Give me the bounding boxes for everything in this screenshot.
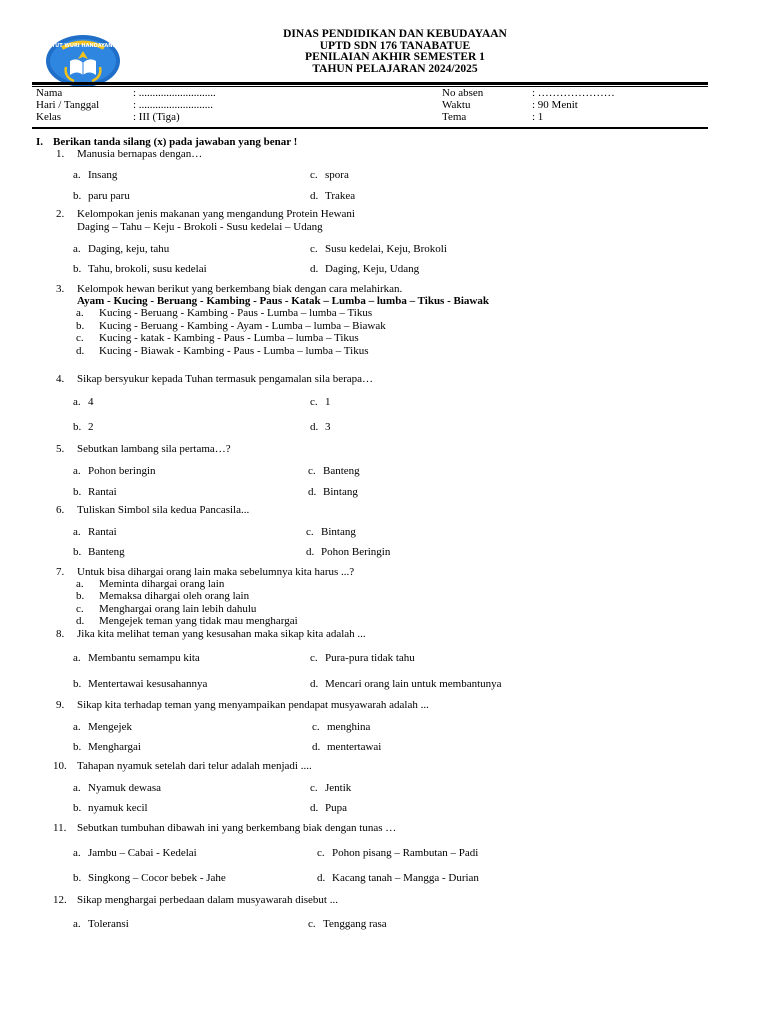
option-text: Kucing - Biawak - Kambing - Paus - Lumba – lumba – Tikus: [99, 345, 369, 357]
identity-label-kelas: Kelas: [36, 111, 62, 123]
identity-divider: [32, 127, 708, 129]
question-text: Tuliskan Simbol sila kedua Pancasila...: [77, 504, 250, 516]
section-number: I.: [36, 136, 44, 148]
option-letter: a.: [73, 782, 81, 794]
option-text: Kucing - Beruang - Kambing - Paus - Lumba – lumba – Tikus: [99, 307, 373, 319]
option-letter: a.: [76, 578, 84, 590]
option-text: Daging, keju, tahu: [88, 243, 170, 255]
question-number: 8.: [56, 628, 65, 640]
option-text: Rantai: [88, 526, 117, 538]
logo-text: TUT WURI HANDAYANI: [51, 43, 115, 49]
option-letter: a.: [73, 526, 81, 538]
option-text: Nyamuk dewasa: [88, 782, 162, 794]
identity-label-nama: Nama: [36, 87, 63, 99]
option-letter: c.: [312, 721, 320, 733]
question-text: Sikap bersyukur kepada Tuhan termasuk pengamalan sila berapa…: [77, 373, 374, 385]
question-number: 10.: [53, 760, 67, 772]
option-text: paru paru: [88, 190, 130, 202]
option-text: Tenggang rasa: [323, 918, 387, 930]
question-text: Kelompok hewan berikut yang berkembang biak dengan cara melahirkan.: [77, 283, 403, 295]
option-text: Membantu semampu kita: [88, 652, 200, 664]
question-subtext: Daging – Tahu – Keju - Brokoli - Susu kedelai – Udang: [77, 221, 323, 233]
option-text: Trakea: [325, 190, 356, 202]
header-divider-thick: [32, 82, 708, 85]
option-letter: b.: [76, 590, 85, 602]
option-letter: c.: [76, 332, 84, 344]
question-number: 2.: [56, 208, 65, 220]
option-text: Tahu, brokoli, susu kedelai: [88, 263, 207, 275]
option-text: 1: [325, 396, 331, 408]
identity-value-absen: : …………………: [532, 87, 615, 99]
option-letter: d.: [317, 872, 326, 884]
option-letter: a.: [73, 721, 81, 733]
option-text: Mentertawai kesusahannya: [88, 678, 208, 690]
tut-wuri-handayani-logo: [44, 33, 122, 89]
option-letter: a.: [73, 465, 81, 477]
option-letter: c.: [310, 396, 318, 408]
option-letter: a.: [76, 307, 84, 319]
identity-label-date: Hari / Tanggal: [36, 99, 100, 111]
option-text: Susu kedelai, Keju, Brokoli: [325, 243, 447, 255]
option-text: Kacang tanah – Mangga - Durian: [332, 872, 479, 884]
option-letter: a.: [73, 243, 81, 255]
option-letter: c.: [76, 603, 84, 615]
question-number: 12.: [53, 894, 67, 906]
question-number: 6.: [56, 504, 65, 516]
option-letter: d.: [306, 546, 315, 558]
option-letter: a.: [73, 652, 81, 664]
option-text: Banteng: [88, 546, 125, 558]
question-number: 11.: [53, 822, 67, 834]
question-text: Sebutkan lambang sila pertama…?: [77, 443, 231, 455]
option-text: Jambu – Cabai - Kedelai: [88, 847, 197, 859]
header-line: UPTD SDN 176 TANABATUE: [319, 39, 471, 52]
identity-label-waktu: Waktu: [442, 99, 471, 111]
question-text: Jika kita melihat teman yang kesusahan maka sikap kita adalah ...: [77, 628, 366, 640]
option-text: Daging, Keju, Udang: [325, 263, 420, 275]
option-text: Meminta dihargai orang lain: [99, 578, 225, 590]
option-letter: c.: [310, 243, 318, 255]
question-number: 1.: [56, 148, 65, 160]
option-letter: d.: [310, 678, 319, 690]
option-text: Rantai: [88, 486, 117, 498]
option-letter: c.: [308, 918, 316, 930]
option-letter: d.: [308, 486, 317, 498]
option-letter: a.: [73, 847, 81, 859]
option-letter: a.: [73, 396, 81, 408]
option-letter: b.: [73, 678, 82, 690]
option-text: Jentik: [325, 782, 352, 794]
option-text: Kucing - Beruang - Kambing - Ayam - Lumba – lumba – Biawak: [99, 320, 386, 332]
identity-value-kelas: : III (Tiga): [133, 111, 180, 123]
option-text: Pohon pisang – Rambutan – Padi: [332, 847, 479, 859]
question-number: 3.: [56, 283, 65, 295]
identity-value-date: : ...........................: [133, 99, 214, 111]
document-header: [230, 29, 560, 75]
option-text: Banteng: [323, 465, 360, 477]
option-letter: b.: [73, 421, 82, 433]
option-letter: d.: [76, 615, 85, 627]
option-letter: d.: [310, 421, 319, 433]
question-text: Tahapan nyamuk setelah dari telur adalah menjadi ....: [77, 760, 312, 772]
option-letter: b.: [73, 263, 82, 275]
question-text: Kelompokan jenis makanan yang mengandung Protein Hewani: [77, 208, 355, 220]
question-text: Sebutkan tumbuhan dibawah ini yang berkembang biak dengan tunas …: [77, 822, 397, 834]
header-line: DINAS PENDIDIKAN DAN KEBUDAYAAN: [283, 28, 507, 40]
option-letter: b.: [73, 802, 82, 814]
option-letter: a.: [73, 918, 81, 930]
section-instruction: Berikan tanda silang (x) pada jawaban yang benar !: [53, 136, 298, 148]
option-letter: b.: [73, 872, 82, 884]
option-text: mentertawai: [327, 741, 382, 753]
option-letter: d.: [310, 190, 319, 202]
question-text: Untuk bisa dihargai orang lain maka sebelumnya kita harus ...?: [77, 566, 355, 578]
option-text: Toleransi: [88, 918, 129, 930]
identity-value-tema: : 1: [532, 111, 544, 123]
option-text: Memaksa dihargai oleh orang lain: [99, 590, 250, 602]
question-number: 5.: [56, 443, 65, 455]
option-text: Pohon beringin: [88, 465, 156, 477]
option-letter: d.: [312, 741, 321, 753]
option-text: Insang: [88, 169, 118, 181]
option-text: 3: [325, 421, 331, 433]
option-letter: b.: [73, 190, 82, 202]
option-letter: b.: [73, 741, 82, 753]
option-text: menghina: [327, 721, 371, 733]
option-letter: d.: [310, 802, 319, 814]
identity-value-waktu: : 90 Menit: [532, 99, 578, 111]
question-text: Manusia bernapas dengan…: [77, 148, 203, 160]
option-text: Pupa: [325, 802, 347, 814]
option-text: Menghargai: [88, 741, 141, 753]
question-number: 4.: [56, 373, 65, 385]
option-text: Menghargai orang lain lebih dahulu: [99, 603, 257, 615]
question-number: 9.: [56, 699, 65, 711]
option-text: 4: [88, 396, 94, 408]
option-letter: d.: [310, 263, 319, 275]
option-text: 2: [88, 421, 94, 433]
option-letter: b.: [76, 320, 85, 332]
option-text: Mengejek: [88, 721, 132, 733]
option-text: Bintang: [321, 526, 356, 538]
question-number: 7.: [56, 566, 65, 578]
option-letter: c.: [308, 465, 316, 477]
option-letter: b.: [73, 486, 82, 498]
option-letter: c.: [310, 782, 318, 794]
option-letter: c.: [306, 526, 314, 538]
header-line: TAHUN PELAJARAN 2024/2025: [312, 62, 478, 75]
option-text: Kucing - katak - Kambing - Paus - Lumba – lumba – Tikus: [99, 332, 359, 344]
identity-value-nama: : ............................: [133, 87, 216, 99]
option-letter: c.: [310, 652, 318, 664]
option-text: Bintang: [323, 486, 358, 498]
option-text: Singkong – Cocor bebek - Jahe: [88, 872, 226, 884]
question-subtext: Ayam - Kucing - Beruang - Kambing - Paus - Katak – Lumba – lumba – Tikus - Biawak: [77, 295, 489, 307]
option-text: nyamuk kecil: [88, 802, 148, 814]
header-line: PENILAIAN AKHIR SEMESTER 1: [305, 51, 485, 63]
identity-label-absen: No absen: [442, 87, 484, 99]
option-text: spora: [325, 169, 349, 181]
question-text: Sikap kita terhadap teman yang menyampaikan pendapat musyawarah adalah ...: [77, 699, 429, 711]
question-text: Sikap menghargai perbedaan dalam musyawarah disebut ...: [77, 894, 338, 906]
option-text: Mengejek teman yang tidak mau menghargai: [99, 615, 298, 627]
option-letter: a.: [73, 169, 81, 181]
option-letter: b.: [73, 546, 82, 558]
option-letter: c.: [310, 169, 318, 181]
option-text: Pura-pura tidak tahu: [325, 652, 415, 664]
option-letter: d.: [76, 345, 85, 357]
option-text: Mencari orang lain untuk membantunya: [325, 678, 502, 690]
option-text: Pohon Beringin: [321, 546, 391, 558]
option-letter: c.: [317, 847, 325, 859]
identity-label-tema: Tema: [442, 111, 467, 123]
